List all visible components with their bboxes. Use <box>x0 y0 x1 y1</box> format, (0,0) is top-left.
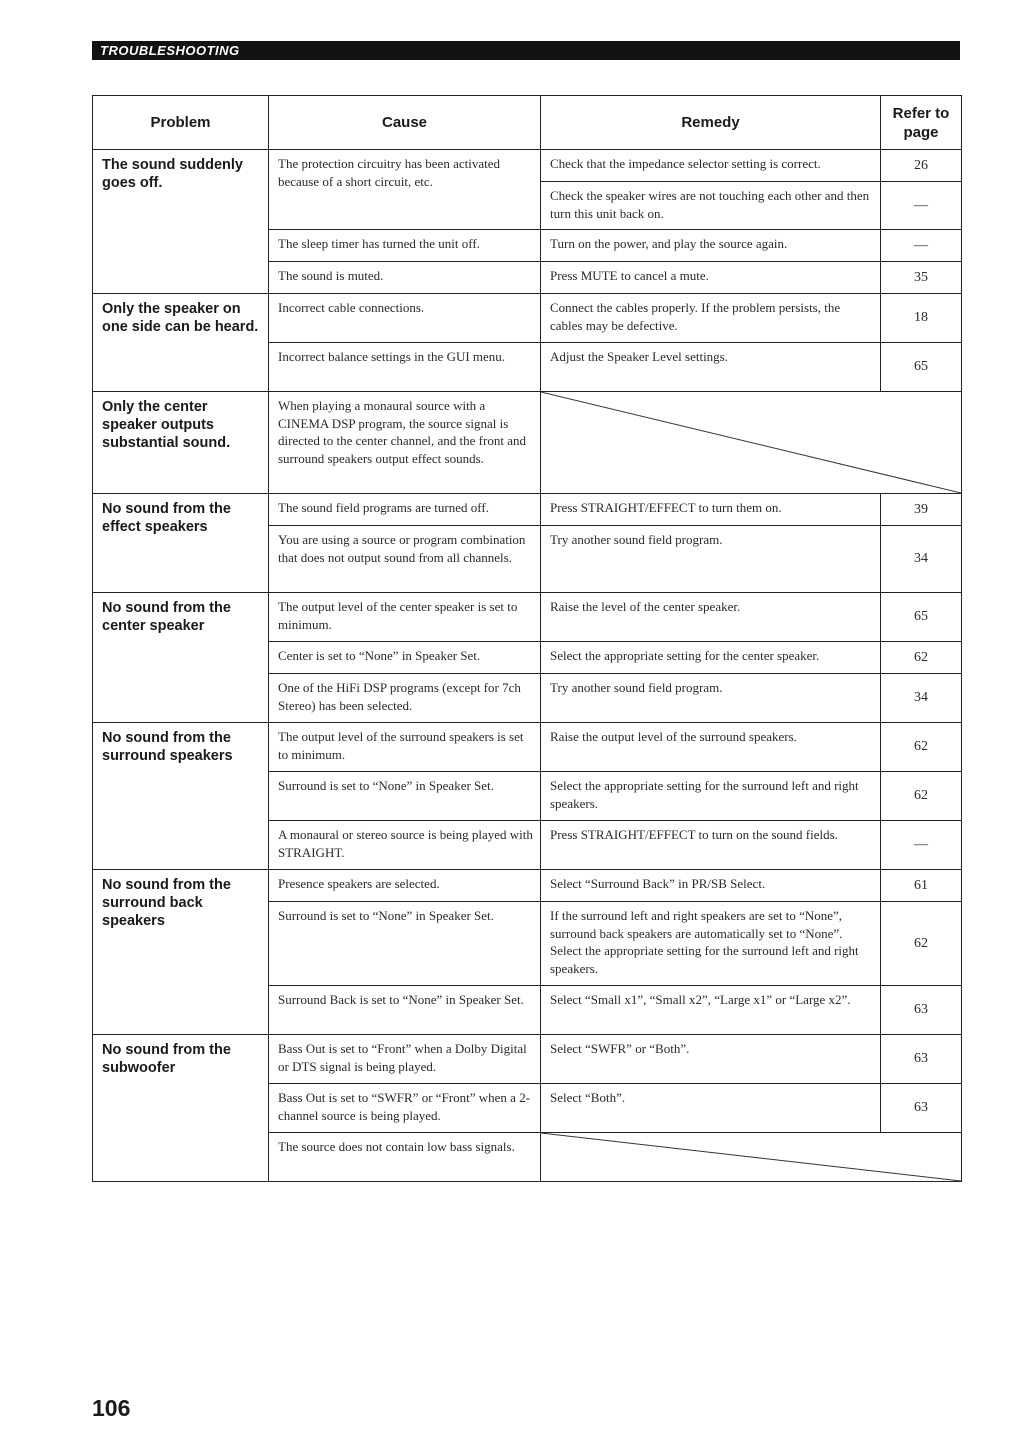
cause-cell: The sleep timer has turned the unit off. <box>269 230 541 262</box>
section-title: TROUBLESHOOTING <box>100 43 240 58</box>
cause-cell: The protection circuitry has been activated because of a short circuit, etc. <box>269 150 541 230</box>
remedy-cell: Try another sound field program. <box>541 674 881 723</box>
table-row <box>93 150 962 182</box>
header-problem: Problem <box>93 96 269 150</box>
page-ref-cell: 63 <box>881 1035 962 1084</box>
cause-cell: The output level of the surround speakers is set to minimum. <box>269 723 541 772</box>
cause-cell: You are using a source or program combination that does not output sound from all channels. <box>269 526 541 593</box>
remedy-cell: Press STRAIGHT/EFFECT to turn them on. <box>541 494 881 526</box>
remedy-cell: Connect the cables properly. If the problem persists, the cables may be defective. <box>541 294 881 343</box>
cause-cell: Bass Out is set to “Front” when a Dolby Digital or DTS signal is being played. <box>269 1035 541 1084</box>
cause-cell: Bass Out is set to “SWFR” or “Front” when a 2-channel source is being played. <box>269 1084 541 1133</box>
remedy-cell: Check the speaker wires are not touching each other and then turn this unit back on. <box>541 182 881 230</box>
remedy-cell: Select “Both”. <box>541 1084 881 1133</box>
cause-cell: Surround Back is set to “None” in Speaker Set. <box>269 986 541 1035</box>
section-header-bar <box>92 41 960 60</box>
cause-cell: The source does not contain low bass signals. <box>269 1133 541 1182</box>
problem-cell: Only the speaker on one side can be heard. <box>93 294 269 392</box>
page-ref-cell: 34 <box>881 674 962 723</box>
table-header-row <box>93 96 962 150</box>
cause-cell: A monaural or stereo source is being played with STRAIGHT. <box>269 821 541 870</box>
diagonal-strike-line <box>541 1133 961 1181</box>
remedy-cell: Press STRAIGHT/EFFECT to turn on the sound fields. <box>541 821 881 870</box>
page-ref-cell: 63 <box>881 986 962 1035</box>
page-ref-cell: — <box>881 230 962 262</box>
page-ref-cell: 65 <box>881 343 962 392</box>
remedy-cell: Raise the output level of the surround speakers. <box>541 723 881 772</box>
cause-cell: Presence speakers are selected. <box>269 870 541 902</box>
remedy-cell: Select “SWFR” or “Both”. <box>541 1035 881 1084</box>
cause-cell: Center is set to “None” in Speaker Set. <box>269 642 541 674</box>
remedy-cell: Check that the impedance selector setting is correct. <box>541 150 881 182</box>
table-row <box>93 392 962 494</box>
table-row <box>93 723 962 772</box>
page-ref-cell: 62 <box>881 642 962 674</box>
problem-cell: Only the center speaker outputs substantial sound. <box>93 392 269 494</box>
page-ref-cell: 18 <box>881 294 962 343</box>
remedy-cell: Raise the level of the center speaker. <box>541 593 881 642</box>
remedy-cell: If the surround left and right speakers are set to “None”, surround back speakers are automatically set to “None”. Select the appropriate setting for the surround left and right speakers. <box>541 902 881 986</box>
cause-cell: Incorrect balance settings in the GUI menu. <box>269 343 541 392</box>
page-number: 106 <box>92 1395 131 1421</box>
remedy-cell: Select “Small x1”, “Small x2”, “Large x1” or “Large x2”. <box>541 986 881 1035</box>
remedy-cell: Press MUTE to cancel a mute. <box>541 262 881 294</box>
page-ref-cell: 61 <box>881 870 962 902</box>
header-cause: Cause <box>269 96 541 150</box>
page-ref-cell: 39 <box>881 494 962 526</box>
cause-cell: The output level of the center speaker is set to minimum. <box>269 593 541 642</box>
cause-cell: The sound is muted. <box>269 262 541 294</box>
table-row <box>93 494 962 526</box>
page-ref-cell: 62 <box>881 723 962 772</box>
cause-cell: Surround is set to “None” in Speaker Set. <box>269 772 541 821</box>
page-ref-cell: 62 <box>881 902 962 986</box>
problem-cell: No sound from the effect speakers <box>93 494 269 593</box>
diagonal-strike-line <box>541 392 961 493</box>
not-applicable-cell <box>541 1133 962 1182</box>
remedy-cell: Turn on the power, and play the source again. <box>541 230 881 262</box>
page-ref-cell: — <box>881 182 962 230</box>
cause-cell: Surround is set to “None” in Speaker Set. <box>269 902 541 986</box>
problem-cell: The sound suddenly goes off. <box>93 150 269 294</box>
page-ref-cell: 63 <box>881 1084 962 1133</box>
remedy-cell: Adjust the Speaker Level settings. <box>541 343 881 392</box>
remedy-cell: Select “Surround Back” in PR/SB Select. <box>541 870 881 902</box>
header-remedy: Remedy <box>541 96 881 150</box>
page-ref-cell: 35 <box>881 262 962 294</box>
table-row <box>93 593 962 642</box>
problem-cell: No sound from the surround back speakers <box>93 870 269 1035</box>
cause-cell: Incorrect cable connections. <box>269 294 541 343</box>
page-ref-cell: 34 <box>881 526 962 593</box>
table-row <box>93 870 962 902</box>
not-applicable-cell <box>541 392 962 494</box>
header-refer-page: Refer to page <box>881 96 962 150</box>
page-ref-cell: 65 <box>881 593 962 642</box>
page-ref-cell: 26 <box>881 150 962 182</box>
cause-cell: When playing a monaural source with a CINEMA DSP program, the source signal is directed to the center channel, and the front and surround speakers output effect sounds. <box>269 392 541 494</box>
remedy-cell: Select the appropriate setting for the surround left and right speakers. <box>541 772 881 821</box>
remedy-cell: Select the appropriate setting for the center speaker. <box>541 642 881 674</box>
page-ref-cell: — <box>881 821 962 870</box>
table-row <box>93 1035 962 1084</box>
page-ref-cell: 62 <box>881 772 962 821</box>
cause-cell: The sound field programs are turned off. <box>269 494 541 526</box>
problem-cell: No sound from the center speaker <box>93 593 269 723</box>
remedy-cell: Try another sound field program. <box>541 526 881 593</box>
problem-cell: No sound from the surround speakers <box>93 723 269 870</box>
troubleshooting-table <box>92 95 962 1182</box>
problem-cell: No sound from the subwoofer <box>93 1035 269 1182</box>
cause-cell: One of the HiFi DSP programs (except for 7ch Stereo) has been selected. <box>269 674 541 723</box>
table-row <box>93 294 962 343</box>
